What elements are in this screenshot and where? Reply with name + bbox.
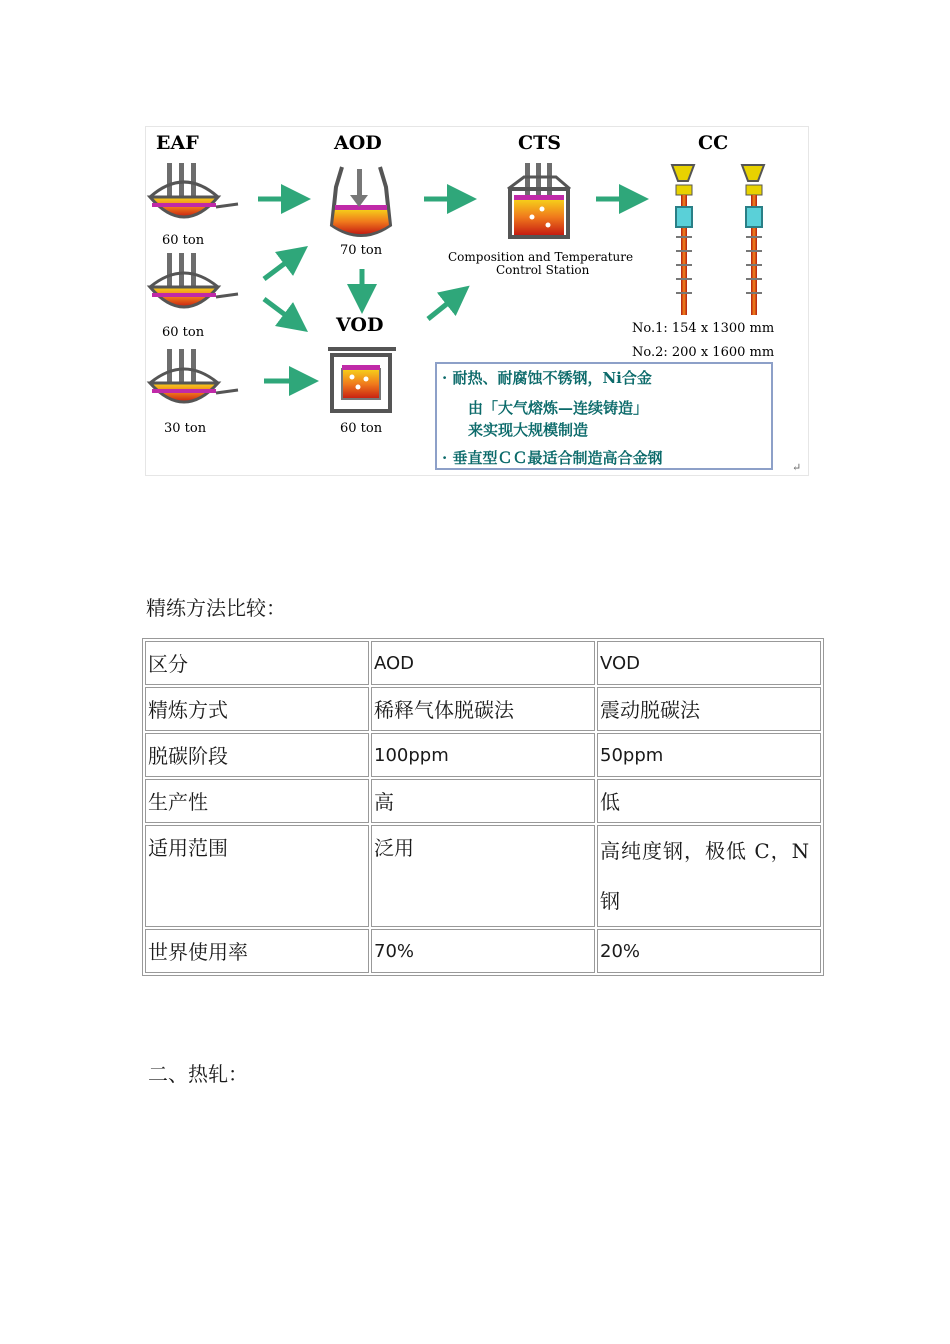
flow-arrows [258, 199, 634, 381]
cc-no1-size: No.1: 154 x 1300 mm [632, 321, 775, 336]
table-cell: 世界使用率 [145, 929, 369, 973]
eaf-1-capacity: 60 ton [162, 233, 205, 248]
table-cell: 高纯度钢，极低 C，N 钢 [597, 825, 821, 927]
stage-cc-label: CC [698, 132, 729, 154]
arrow-eaf2-to-aod [264, 255, 296, 279]
stage-cts-label: CTS [518, 132, 561, 154]
table-row [145, 929, 821, 973]
table-cell: 适用范围 [145, 825, 369, 927]
table-cell: 高 [371, 779, 595, 823]
table-row [145, 825, 821, 927]
cc-strand-1 [672, 165, 694, 315]
table-cell: 低 [597, 779, 821, 823]
arrow-eaf2-to-vod [264, 299, 296, 323]
table-cell: 生产性 [145, 779, 369, 823]
table-cell: 脱碳阶段 [145, 733, 369, 777]
note-box [436, 363, 772, 469]
eaf-furnace-2 [150, 253, 238, 307]
note-line-2: 由「大气熔炼—连续铸造」 [468, 399, 649, 417]
table-cell: 泛用 [371, 825, 595, 927]
table-row [145, 779, 821, 823]
vod-capacity: 60 ton [340, 421, 383, 436]
arrow-vod-to-cts [428, 295, 458, 319]
vod-vessel [328, 349, 396, 411]
note-line-3: 来实现大规模制造 [468, 421, 589, 439]
comparison-caption: 精练方法比较： [146, 596, 286, 620]
table-cell: 70% [371, 929, 595, 973]
table-cell: 区分 [145, 641, 369, 685]
eaf-furnace-1 [150, 163, 238, 217]
table-cell: 稀释气体脱碳法 [371, 687, 595, 731]
aod-converter [332, 167, 390, 235]
cc-no2-size: No.2: 200 x 1600 mm [632, 345, 775, 360]
eaf-2-capacity: 60 ton [162, 325, 205, 340]
table-cell: 20% [597, 929, 821, 973]
stage-vod-label: VOD [336, 314, 384, 336]
stage-aod-label: AOD [334, 132, 382, 154]
table-cell: VOD [597, 641, 821, 685]
table-row [145, 687, 821, 731]
stage-eaf-label: EAF [156, 132, 199, 154]
note-line-1: · 耐热、耐腐蚀不锈钢，Ni合金 [442, 369, 652, 387]
table-row [145, 733, 821, 777]
table-cell: AOD [371, 641, 595, 685]
cts-caption-line2: Control Station [496, 263, 590, 277]
cts-caption-line1: Composition and Temperature [448, 250, 634, 264]
cts-station [508, 163, 570, 237]
process-flow-figure [145, 126, 809, 476]
table-cell: 100ppm [371, 733, 595, 777]
cc-strand-2 [742, 165, 764, 315]
table-row [145, 641, 821, 685]
eaf-3-capacity: 30 ton [164, 421, 207, 436]
eaf-furnace-3 [150, 349, 238, 402]
table-cell: 50ppm [597, 733, 821, 777]
refining-comparison-table [142, 638, 824, 976]
aod-capacity: 70 ton [340, 243, 383, 258]
process-flow-diagram [146, 127, 808, 475]
section-heading-hot-rolling: 二、热轧： [148, 1062, 248, 1086]
note-line-4: · 垂直型ＣＣ最适合制造高合金钢 [442, 449, 663, 467]
table-cell: 震动脱碳法 [597, 687, 821, 731]
table-cell: 精炼方式 [145, 687, 369, 731]
return-mark: ↵ [792, 461, 802, 474]
